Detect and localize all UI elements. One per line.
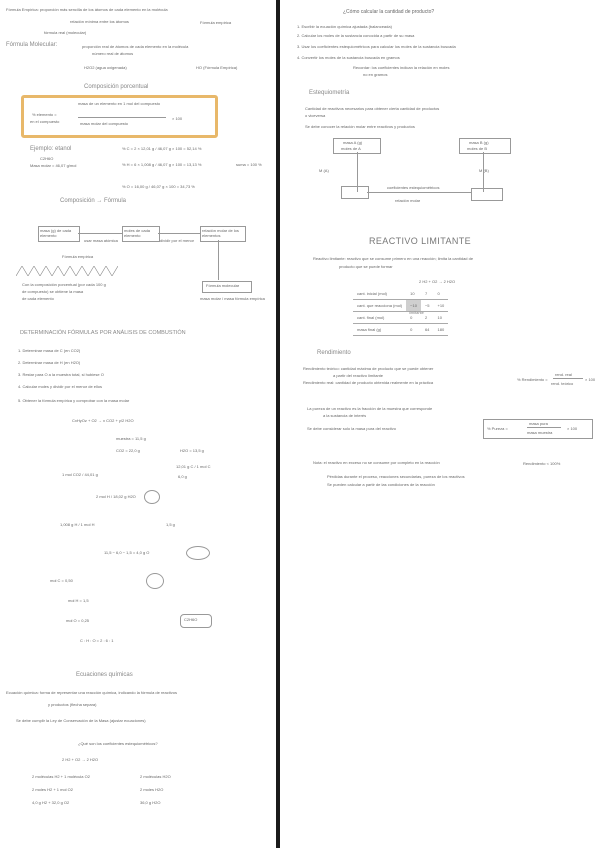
flow-mol-a: moles de A: [341, 146, 361, 151]
molecular-label: Fórmula Molecular:: [6, 42, 58, 48]
pct-c: % C = 2 × 12,01 g / 46,07 g × 100 = 52,14 %: [122, 146, 202, 151]
ethanol-mass: Masa molar = 46,07 g/mol: [30, 163, 77, 168]
method-text-3: Se debe conocer la relación molar entre reactivos y productos: [305, 124, 415, 129]
purity-fraction-bar: [527, 427, 561, 428]
flow-title: Composición → Fórmula: [60, 198, 127, 204]
yield-title: Rendimiento: [317, 350, 351, 356]
table-cell-limiting: −10: [406, 300, 421, 312]
table-row: [353, 312, 448, 324]
table-row: [353, 324, 448, 336]
table-cell: 7: [421, 288, 434, 300]
moles-c: mol C = 0,50: [50, 578, 73, 583]
table-cell: 10: [434, 312, 449, 324]
table-cell: 0: [406, 324, 421, 336]
rule-2: 2. Calcular los moles de la sustancia conocida a partir de su masa: [297, 33, 415, 38]
flow-note-2: de compuesto) se obtiene la masa: [22, 289, 84, 294]
calc-h-1: 2 mol H / 18,02 g H2O: [96, 494, 136, 499]
table-cell: 0: [406, 312, 421, 324]
calc-circle-1: [144, 490, 160, 504]
purity-text-2: a la sustancia de interés: [323, 413, 367, 418]
flow-mass-b: masa B (g): [469, 140, 489, 145]
table-cell: 0: [434, 288, 449, 300]
yield-formula-times: × 100: [585, 377, 596, 382]
table-cell: 180: [434, 324, 449, 336]
table-cell: masa final (g): [353, 324, 406, 336]
table-eq: 2 H2 + O2 → 2 H2O: [419, 279, 456, 284]
example-right: HO (Fórmula Empírica): [196, 65, 238, 70]
left-column: [0, 0, 274, 848]
purity-formula-times: × 100: [567, 426, 578, 431]
flow-note-1: Con la composición porcentual (por cada 100 g: [22, 282, 106, 287]
flow-a-bottom-box: [341, 186, 369, 199]
step-1: 1. Determinar masa de C (en CO2): [18, 348, 81, 353]
purity-formula-den: masa muestra: [527, 430, 553, 435]
mol-row-1-r: 2 moléculas H2O: [140, 774, 171, 779]
purity-text-3: Se debe considerar solo la masa pura del reactivo: [307, 426, 396, 431]
flow-arrow-1-label: usar masa atómica: [84, 238, 118, 243]
moles-h: mol H = 1,5: [68, 598, 89, 603]
table-row: [353, 288, 448, 300]
method-text-1: Cantidad de reactivos necesarios para obtener cierta cantidad de productos: [305, 106, 440, 111]
limit-title: REACTIVO LIMITANTE: [369, 236, 472, 246]
limit-text-2: producto que se puede formar: [339, 264, 393, 269]
yield-formula-l: % Rendimiento =: [517, 377, 548, 382]
final-text-3: Pérdidas durante el proceso, reacciones secundarias, pureza de los reactivos: [327, 474, 465, 479]
calc-h-2: 1,008 g H / 1 mol H: [60, 522, 95, 527]
column-divider: [276, 0, 280, 848]
result-formula: C2H6O: [184, 617, 198, 622]
flow-mol-b: moles de B: [467, 146, 488, 151]
calc-c-2: 12,01 g C / 1 mol C: [176, 464, 211, 469]
moles-o: mol O = 0,25: [66, 618, 90, 623]
mol-row-2-l: 2 moles H2 + 1 mol O2: [32, 787, 74, 792]
method-title: Estequiometría: [309, 90, 350, 96]
zigzag-decoration: [16, 266, 118, 276]
highlight-times: × 100: [172, 116, 183, 121]
mol-question: ¿Qué son los coeficientes estequiométricos?: [78, 741, 158, 746]
final-text-2: Rendimiento < 100%: [523, 461, 561, 466]
composition-title: Composición porcentual: [84, 84, 149, 90]
step-3: 3. Restar para O a la muestra total, si hubiese O: [18, 372, 104, 377]
limit-table: [353, 288, 448, 336]
rules-note-2: no en gramos: [363, 72, 388, 77]
highlight-left-1: % elemento =: [32, 112, 57, 117]
highlight-line-1: masa de un elemento en 1 mol del compuesto: [78, 101, 161, 106]
flow-arrow-2-label: dividir por el menor: [160, 238, 195, 243]
yield-text-3: Rendimiento real: cantidad de producto obtenida realmente en la práctica: [303, 380, 434, 385]
right-column: [283, 0, 600, 848]
yield-formula-num: rend. real: [555, 372, 572, 377]
flow-bottom: relación molar: [395, 198, 421, 203]
table-cell: cant. que reacciona (mol): [353, 300, 406, 312]
table-cell: +10: [434, 300, 449, 312]
rule-4: 4. Convertir los moles de la sustancia buscada en gramos: [297, 55, 400, 60]
stoich-text-1: Ecuación química: forma de representar una reacción química, indicando la fórmula de reactivos: [6, 690, 177, 695]
flow-b-line: [483, 152, 484, 192]
eq-h2o: H2O = 13,5 g: [180, 448, 204, 453]
pct-h: % H = 6 × 1,008 g / 46,07 g × 100 = 13,13 %: [122, 162, 202, 167]
analysis-title: DETERMINACIÓN FÓRMULAS POR ANÁLISIS DE COMBUSTIÓN: [20, 330, 186, 336]
final-text-1: Nota: el reactivo en exceso no se consume por completo en la reacción: [313, 460, 440, 465]
intro-line-1: Fórmula Empírica: proporción más sencilla de los átomos de cada elemento en la molécula: [6, 7, 168, 12]
table-cell: cant. final (mol): [353, 312, 406, 324]
purity-formula-l: % Pureza =: [487, 426, 508, 431]
flow-arrow-1: [78, 233, 122, 234]
flow-box-2-text: moles de cada elemento: [124, 228, 151, 238]
flow-b-bottom-box: [471, 188, 503, 201]
highlight-line-2: masa molar del compuesto: [80, 121, 129, 126]
calc-o: 11,5 − 6,0 − 1,5 = 4,0 g O: [104, 550, 150, 555]
intro-empirical: Fórmula empírica: [200, 20, 232, 25]
calc-circle-2: [186, 546, 210, 560]
calc-c-1: 1 mol CO2 / 44,01 g: [62, 472, 98, 477]
intro-line-2: relación mínima entre los átomos: [70, 19, 129, 24]
step-4: 4. Calcular moles y dividir por el menor de ellos: [18, 384, 103, 389]
flow-left: M (A): [319, 168, 329, 173]
table-cell: cant. inicial (mol): [353, 288, 406, 300]
flow-mass-a: masa A (g): [343, 140, 363, 145]
calc-circle-3: [146, 573, 164, 589]
yield-fraction-bar: [553, 378, 583, 379]
flow-note-3: de cada elemento: [22, 296, 54, 301]
ratio: C : H : O = 2 : 6 : 1: [80, 638, 114, 643]
calc-c-res: 6,0 g: [178, 474, 187, 479]
flow-arrow-2: [158, 233, 200, 234]
mol-row-3-l: 4,0 g H2 + 32,0 g O2: [32, 800, 70, 805]
example-left: H2O2 (agua oxigenada): [84, 65, 127, 70]
table-cell: 2: [421, 312, 434, 324]
flow-bottom-note: masa molar / masa fórmula empírica: [200, 296, 265, 301]
intro-real: fórmula real (molecular): [44, 30, 87, 35]
yield-formula-den: rend. teórico: [551, 381, 574, 386]
pct-o: % O = 16,00 g / 46,07 g × 100 = 34,73 %: [122, 184, 195, 189]
stoich-sub: Se debe cumplir la Ley de Conservación de la Masa (ajustar ecuaciones): [16, 718, 146, 723]
mol-row-1-l: 2 moléculas H2 + 1 molécula O2: [32, 774, 90, 779]
molecular-text: proporción real de átomos de cada elemento en la molécula: [82, 44, 189, 49]
rules-note-1: Recordar: los coeficientes indican la relación en moles: [353, 65, 450, 70]
flow-box-1-text: masa (g) de cada elemento: [40, 228, 72, 238]
eq-main: CxHyOz + O2 → x CO2 + y/2 H2O: [72, 418, 134, 423]
table-cell: 10: [406, 288, 421, 300]
yield-text-2: a partir del reactivo limitante: [333, 373, 384, 378]
flow-down-line: [218, 240, 219, 280]
highlight-fraction-bar: [78, 117, 166, 118]
table-cell: 64: [421, 324, 434, 336]
eq-co2: CO2 = 22,0 g: [116, 448, 140, 453]
stoich-header: ¿Cómo calcular la cantidad de producto?: [343, 9, 435, 15]
mol-row-3-r: 36,0 g H2O: [140, 800, 161, 805]
purity-text-1: La pureza de un reactivo es la fracción de la muestra que corresponde: [307, 406, 433, 411]
flow-bottom-box-text: Fórmula molecular: [206, 283, 240, 288]
stoich-title: Ecuaciones químicas: [76, 672, 133, 678]
highlight-left-2: en el compuesto: [30, 119, 60, 124]
flow-right: M (B): [479, 168, 489, 173]
molecular-sub: número real de átomos: [92, 51, 134, 56]
table-shaded-label: limitante: [409, 310, 424, 315]
ethanol-formula: C2H6O: [40, 156, 54, 161]
step-5: 5. Obtener la fórmula empírica y comprobar con la masa molar: [18, 398, 130, 403]
final-text-4: Se pueden calcular a partir de las condiciones de la reacción: [327, 482, 435, 487]
mol-row-2-r: 2 moles H2O: [140, 787, 164, 792]
purity-formula-num: masa pura: [529, 421, 548, 426]
table-cell: −5: [421, 300, 434, 312]
eq-sample: muestra = 11,5 g: [116, 436, 146, 441]
method-text-2: o viceversa: [305, 113, 326, 118]
rule-1: 1. Escribir la ecuación química ajustada (balanceada): [297, 24, 392, 29]
flow-center-arrow: [367, 192, 471, 193]
stoich-text-2: y productos (flecha separa): [48, 702, 97, 707]
calc-h-res: 1,5 g: [166, 522, 175, 527]
sum-label: suma = 100 %: [236, 162, 262, 167]
flow-box-3-text: relación molar de los elementos: [202, 228, 239, 238]
flow-center: coeficientes estequiométricos: [387, 185, 440, 190]
mol-eq: 2 H2 + O2 → 2 H2O: [62, 757, 99, 762]
rule-3: 3. Usar los coeficientes estequiométricos para calcular los moles de la sustancia buscada: [297, 44, 456, 49]
step-2: 2. Determinar masa de H (en H2O): [18, 360, 81, 365]
table-row: [353, 300, 448, 312]
limit-text-1: Reactivo limitante: reactivo que se consume primero en una reacción; limita la cantidad de: [313, 256, 474, 261]
flow-result: Fórmula empírica: [62, 254, 94, 259]
yield-text-1: Rendimiento teórico: cantidad máxima de producto que se puede obtener: [303, 366, 434, 371]
example-title: Ejemplo: etanol: [30, 146, 72, 152]
